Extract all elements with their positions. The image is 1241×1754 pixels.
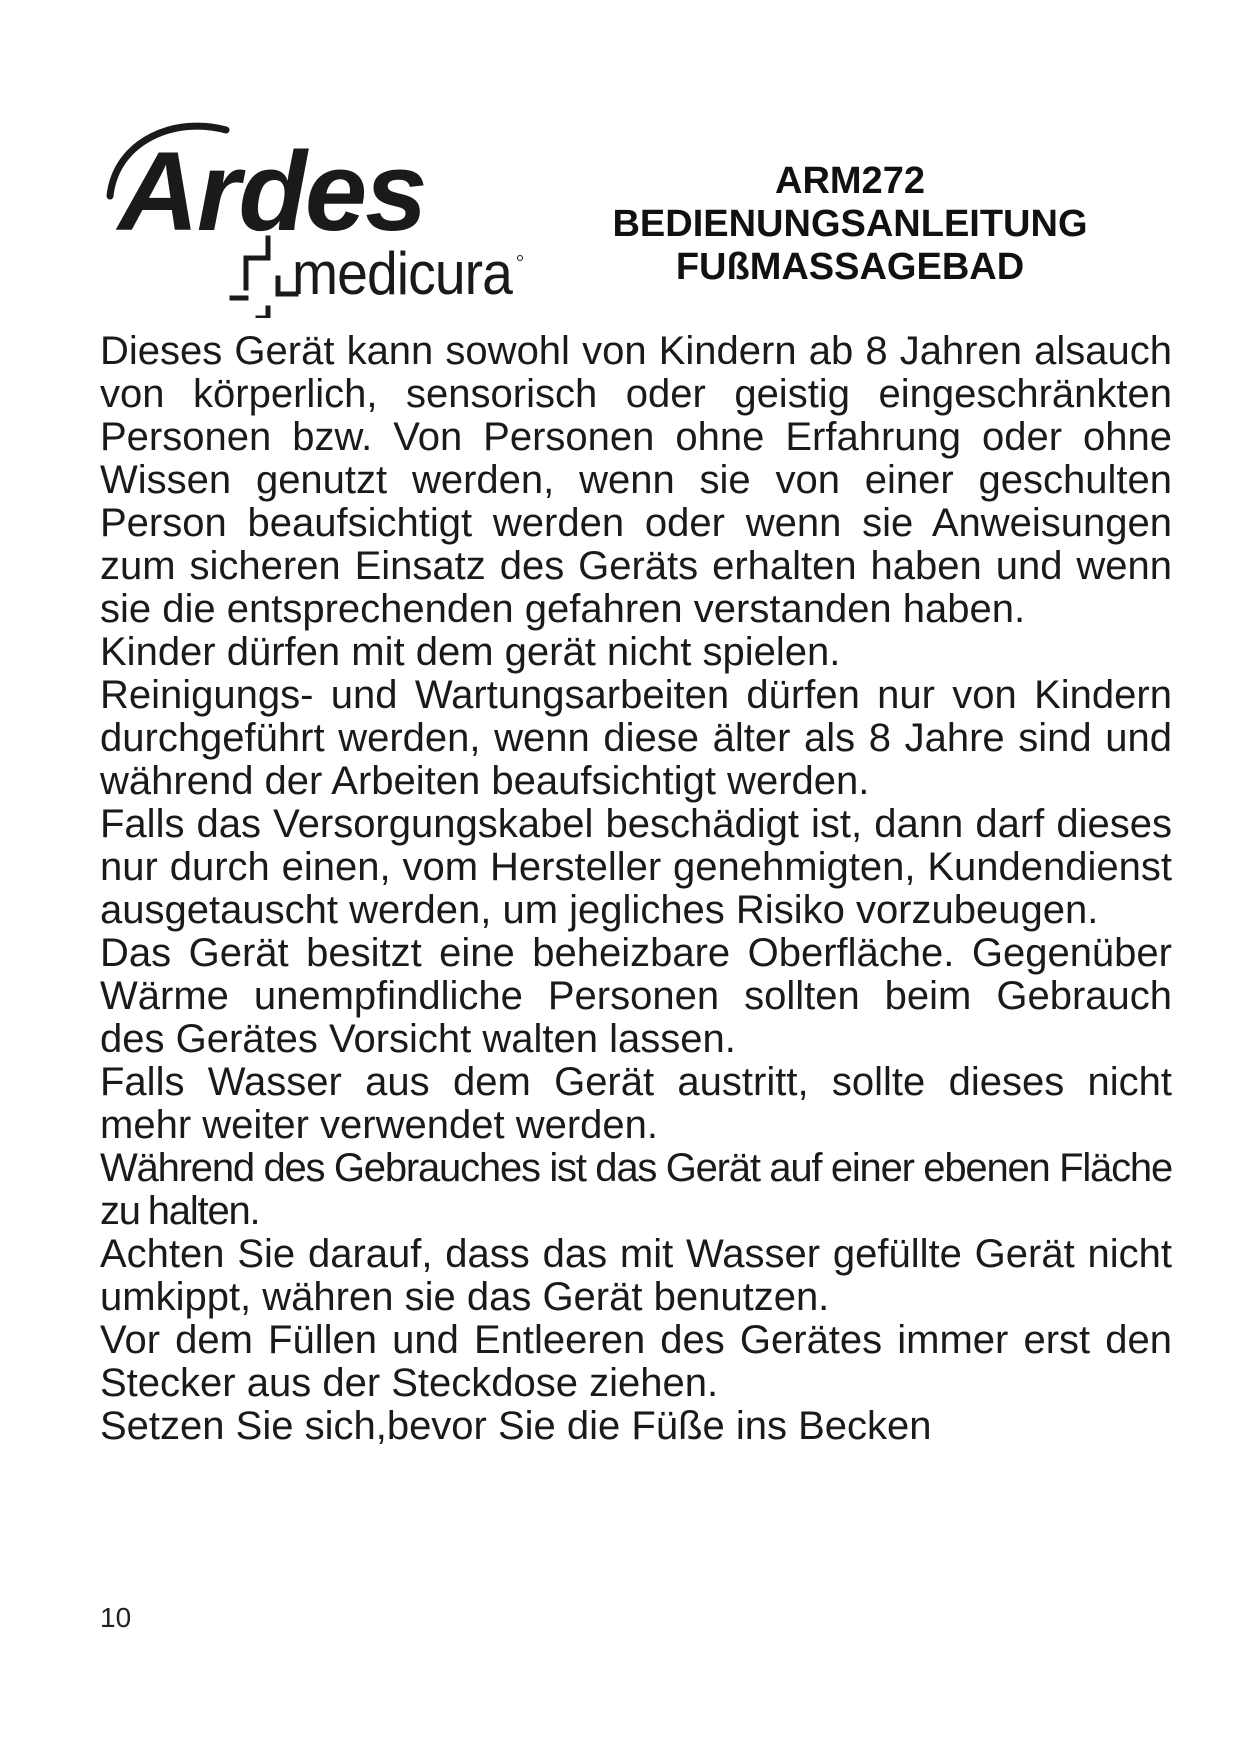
paragraph-children-play: Kinder dürfen mit dem gerät nicht spielen. (100, 630, 841, 674)
page-number: 10 (100, 1602, 132, 1633)
svg-text:medicura: medicura (292, 240, 514, 307)
product-name: FUßMASSAGEBAD (675, 246, 1025, 288)
paragraph-heated-surface: Das Gerät besitzt eine beheizbare Oberfläche. Gegenüber Wärme unempfindliche Personen sollten beim Gebrauch des Gerätes Vorsicht walten lassen. (100, 931, 1172, 1061)
document-type: BEDIENUNGSANLEITUNG (612, 203, 1088, 245)
paragraph-supervision: Dieses Gerät kann sowohl von Kindern ab 8 Jahren alsauch von körperlich, sensorisch oder geistig eingeschränkten Personen bzw. Von Personen ohne Erfahrung oder ohne Wissen genutzt werden, wenn sie von einer geschulten Person beaufsichtigt werden oder wenn sie Anweisungen zum sicheren Einsatz des Geräts erhalten haben und wenn sie die entsprechenden gefahren verstanden haben. (100, 329, 1172, 631)
svg-text:Ardes: Ardes (118, 129, 426, 254)
document-title-block (560, 160, 1140, 289)
safety-instructions (100, 330, 1172, 1448)
ardes-medicura-logo (96, 118, 536, 318)
logo-graphic (96, 118, 536, 318)
paragraph-unplug: Vor dem Füllen und Entleeren des Gerätes immer erst den Stecker aus der Steckdose ziehen. (100, 1318, 1172, 1405)
paragraph-tipping: Achten Sie darauf, dass das mit Wasser gefüllte Gerät nicht umkippt, währen sie das Gerät benutzen. (100, 1232, 1172, 1319)
model-number: ARM272 (775, 160, 925, 202)
paragraph-water-leak: Falls Wasser aus dem Gerät austritt, sollte dieses nicht mehr weiter verwendet werden. (100, 1060, 1172, 1147)
paragraph-power-cable: Falls das Versorgungskabel beschädigt ist, dann darf dieses nur durch einen, vom Hersteller genehmigten, Kundendienst ausgetauscht werden, um jegliches Risiko vorzubeugen. (100, 802, 1172, 932)
paragraph-level-surface: Während des Gebrauches ist das Gerät auf einer ebenen Fläche zu halten. (100, 1146, 1172, 1233)
paragraph-cleaning: Reinigungs- und Wartungsarbeiten dürfen nur von Kindern durchgeführt werden, wenn diese älter als 8 Jahre sind und während der Arbeiten beaufsichtigt werden. (100, 673, 1172, 803)
page-header (0, 0, 1241, 330)
paragraph-sit-down: Setzen Sie sich,bevor Sie die Füße ins Becken (100, 1404, 932, 1448)
